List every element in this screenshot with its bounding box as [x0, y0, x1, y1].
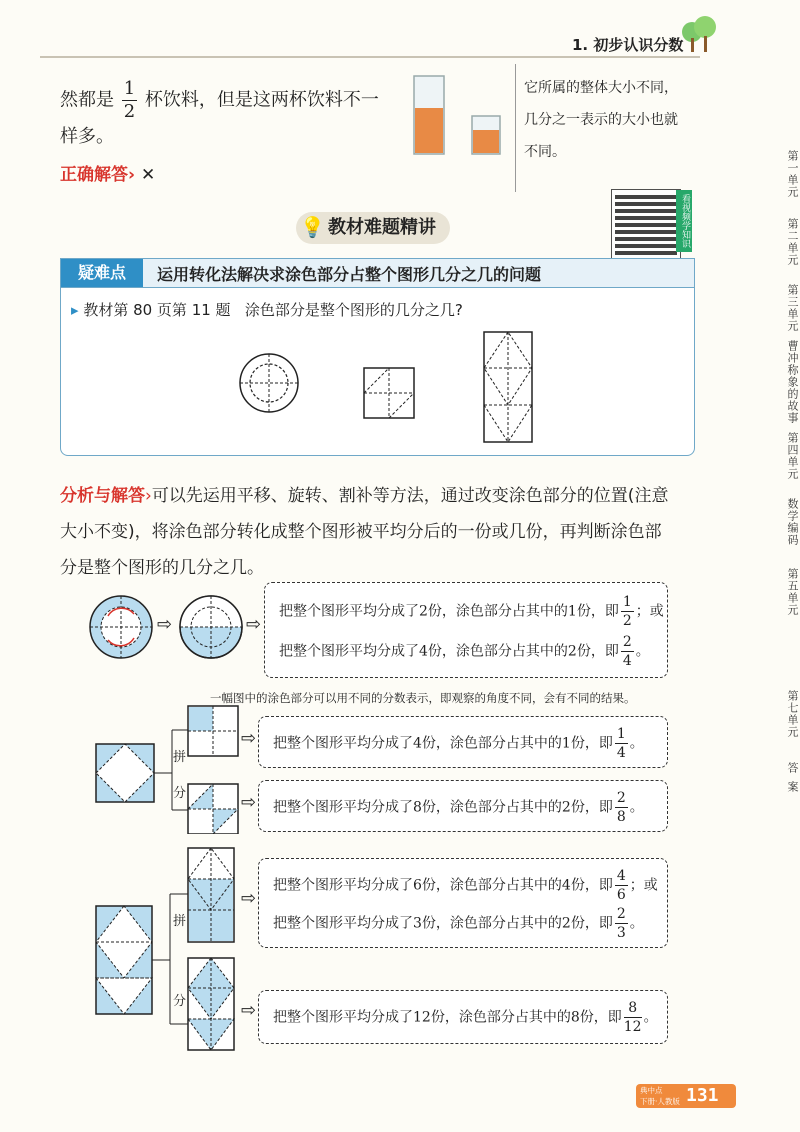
result-box-circle: 把整个图形平均分成了2份，涂色部分占其中的1份，即 $\frac{1}{2}$ ；或 把整个图形平均分成了4份，涂色部分占其中的2份，即 $\frac{2}{4}$ 。 — [264, 582, 668, 678]
problem-tag: 疑难点 — [61, 259, 143, 287]
arrow-icon: ⇨ — [157, 614, 173, 635]
arrow-icon: ⇨ — [241, 728, 257, 749]
problem-panel — [60, 258, 695, 456]
result-box-rect-a: 把整个图形平均分成了6份，涂色部分占其中的4份，即 $\frac{4}{6}$ ；或 把整个图形平均分成了3份，涂色部分占其中的2份，即 $\frac{2}{3}$ 。 — [258, 858, 668, 948]
square-group-diagram — [92, 704, 262, 834]
problem-circle-figure — [237, 351, 301, 415]
side-tab[interactable]: 数学编码 — [786, 498, 799, 546]
side-tab[interactable]: 第三单元 — [786, 284, 799, 332]
arrow-icon: ⇨ — [241, 1000, 257, 1021]
side-tab[interactable]: 曹冲称象的故事 — [786, 340, 799, 424]
label-fen: 分 — [173, 786, 187, 801]
side-tab[interactable]: 第一单元 — [786, 150, 799, 198]
problem-square-figure — [363, 367, 415, 419]
circle-shaded — [88, 594, 154, 660]
side-tab[interactable]: 第四单元 — [786, 432, 799, 480]
label-fen: 分 — [173, 994, 187, 1009]
side-tab[interactable]: 第二单元 — [786, 218, 799, 266]
result-box-rect-b: 把整个图形平均分成了12份，涂色部分占其中的8份，即 $\frac{8}{12}$ 。 — [258, 990, 668, 1044]
qr-code[interactable] — [612, 190, 680, 258]
result-box-square-a: 把整个图形平均分成了4份，涂色部分占其中的1份，即 $\frac{1}{4}$ 。 — [258, 716, 668, 768]
problem-question-line: ▸ 教材第 80 页第 11 题 涂色部分是整个图形的几分之几? — [71, 301, 463, 319]
answer-line: 正确解答› ✕ — [60, 165, 156, 185]
circle-transformed — [178, 594, 244, 660]
label-pin: 拼 — [173, 750, 187, 765]
divider-vertical — [515, 64, 516, 192]
qr-side-label: 看视频学知识 — [676, 190, 692, 252]
tree-icon — [678, 14, 720, 56]
cups-illustration — [400, 70, 510, 160]
analysis-text: 分析与解答›可以先运用平移、旋转、割补等方法，通过改变涂色部分的位置(注意 大小不变)，将涂色部分转化成整个图形被平均分后的一份或几份，再判断涂色部 分是整个图形的几分之几。 — [60, 486, 669, 578]
side-tab[interactable]: 第五单元 — [786, 568, 799, 616]
result-box-square-b: 把整个图形平均分成了8份，涂色部分占其中的2份，即 $\frac{2}{8}$ 。 — [258, 780, 668, 832]
top-line1: 然都是 $\frac{1}{2}$ 杯饮料，但是这两杯饮料不一 — [60, 78, 379, 122]
section-title-banner: 💡 教材难题精讲 — [296, 212, 450, 244]
analysis-label: 分析与解答 — [60, 486, 145, 506]
series-name: 典中点 下册·人教版 — [640, 1086, 680, 1106]
arrow-icon: ⇨ — [241, 888, 257, 909]
fraction-one-half: $\frac{1}{2}$ — [123, 78, 136, 122]
problem-rect-figure — [483, 331, 533, 443]
side-tab[interactable]: 第七单元 — [786, 690, 799, 738]
top-line2: 样多。 — [60, 126, 114, 147]
rect-group-diagram — [92, 846, 242, 1052]
header-bar — [0, 0, 800, 60]
header-rule — [40, 56, 700, 58]
answer-value: ✕ — [140, 165, 156, 185]
arrow-icon: ⇨ — [246, 614, 262, 635]
page-number: 131 — [686, 1085, 719, 1106]
arrow-icon: ⇨ — [241, 792, 257, 813]
lightbulb-icon: 💡 — [300, 215, 325, 239]
side-tab[interactable]: 答案 — [786, 762, 799, 800]
answer-label: 正确解答 — [60, 165, 128, 185]
page-footer-badge — [636, 1084, 736, 1108]
problem-title: 运用转化法解决求涂色部分占整个图形几分之几的问题 — [157, 265, 542, 284]
label-pin: 拼 — [173, 914, 187, 929]
observation-note: 一幅图中的涂色部分可以用不同的分数表示，即观察的角度不同，会有不同的结果。 — [210, 691, 636, 705]
chapter-title: 1. 初步认识分数 — [572, 36, 684, 54]
side-note: 它所属的整体大小不同， 几分之一表示的大小也就 不同。 — [524, 80, 678, 160]
